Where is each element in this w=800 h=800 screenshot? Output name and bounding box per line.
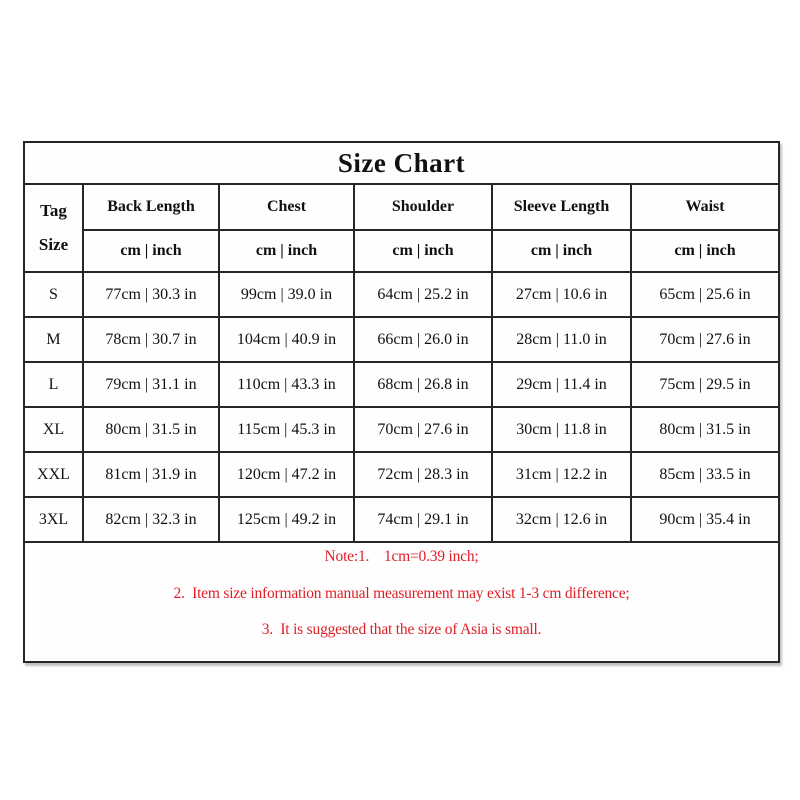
- unit-header-row: [24, 230, 779, 272]
- table-row-xxl: [24, 452, 779, 497]
- cell-waist: 65cm | 25.6 in: [631, 272, 779, 317]
- chart-title: Size Chart: [24, 142, 779, 184]
- size-tag: S: [24, 272, 83, 317]
- unit-header-waist: cm | inch: [631, 230, 779, 272]
- cell-shoulder: 66cm | 26.0 in: [354, 317, 492, 362]
- column-header-shoulder: Shoulder: [354, 184, 492, 230]
- size-tag: XXL: [24, 452, 83, 497]
- cell-shoulder: 74cm | 29.1 in: [354, 497, 492, 542]
- cell-back-length: 77cm | 30.3 in: [83, 272, 219, 317]
- cell-sleeve-length: 32cm | 12.6 in: [492, 497, 631, 542]
- size-tag: L: [24, 362, 83, 407]
- table-row-s: [24, 272, 779, 317]
- table-row-m: [24, 317, 779, 362]
- cell-chest: 125cm | 49.2 in: [219, 497, 354, 542]
- notes-row: [24, 542, 779, 662]
- cell-waist: 90cm | 35.4 in: [631, 497, 779, 542]
- unit-header-chest: cm | inch: [219, 230, 354, 272]
- cell-shoulder: 68cm | 26.8 in: [354, 362, 492, 407]
- cell-chest: 110cm | 43.3 in: [219, 362, 354, 407]
- size-label: Size: [38, 235, 69, 255]
- title-row: [24, 142, 779, 184]
- cell-back-length: 78cm | 30.7 in: [83, 317, 219, 362]
- cell-shoulder: 70cm | 27.6 in: [354, 407, 492, 452]
- column-header-chest: Chest: [219, 184, 354, 230]
- cell-shoulder: 72cm | 28.3 in: [354, 452, 492, 497]
- table-row-3xl: [24, 497, 779, 542]
- tag-size-stack: [25, 186, 82, 270]
- cell-waist: 80cm | 31.5 in: [631, 407, 779, 452]
- cell-back-length: 82cm | 32.3 in: [83, 497, 219, 542]
- note-3: 3. It is suggested that the size of Asia is small.: [261, 621, 542, 639]
- table-row-l: [24, 362, 779, 407]
- cell-shoulder: 64cm | 25.2 in: [354, 272, 492, 317]
- size-tag: XL: [24, 407, 83, 452]
- cell-sleeve-length: 30cm | 11.8 in: [492, 407, 631, 452]
- size-tag: M: [24, 317, 83, 362]
- column-header-sleeve-length: Sleeve Length: [492, 184, 631, 230]
- tag-size-header: [24, 184, 83, 272]
- tag-label: Tag: [40, 200, 67, 220]
- cell-chest: 99cm | 39.0 in: [219, 272, 354, 317]
- cell-back-length: 80cm | 31.5 in: [83, 407, 219, 452]
- cell-waist: 85cm | 33.5 in: [631, 452, 779, 497]
- unit-header-sleeve-length: cm | inch: [492, 230, 631, 272]
- unit-header-back-length: cm | inch: [83, 230, 219, 272]
- cell-sleeve-length: 27cm | 10.6 in: [492, 272, 631, 317]
- column-header-back-length: Back Length: [83, 184, 219, 230]
- size-tag: 3XL: [24, 497, 83, 542]
- unit-header-shoulder: cm | inch: [354, 230, 492, 272]
- cell-chest: 115cm | 45.3 in: [219, 407, 354, 452]
- header-row: [24, 184, 779, 230]
- cell-sleeve-length: 29cm | 11.4 in: [492, 362, 631, 407]
- table-row-xl: [24, 407, 779, 452]
- cell-waist: 75cm | 29.5 in: [631, 362, 779, 407]
- column-header-waist: Waist: [631, 184, 779, 230]
- cell-waist: 70cm | 27.6 in: [631, 317, 779, 362]
- notes-section: [24, 542, 779, 662]
- cell-back-length: 79cm | 31.1 in: [83, 362, 219, 407]
- cell-chest: 120cm | 47.2 in: [219, 452, 354, 497]
- size-chart-table: [23, 141, 780, 663]
- cell-sleeve-length: 31cm | 12.2 in: [492, 452, 631, 497]
- note-1: Note:1. 1cm=0.39 inch;: [324, 548, 479, 566]
- cell-sleeve-length: 28cm | 11.0 in: [492, 317, 631, 362]
- cell-chest: 104cm | 40.9 in: [219, 317, 354, 362]
- note-2: 2. Item size information manual measurement may exist 1-3 cm difference;: [173, 584, 630, 602]
- cell-back-length: 81cm | 31.9 in: [83, 452, 219, 497]
